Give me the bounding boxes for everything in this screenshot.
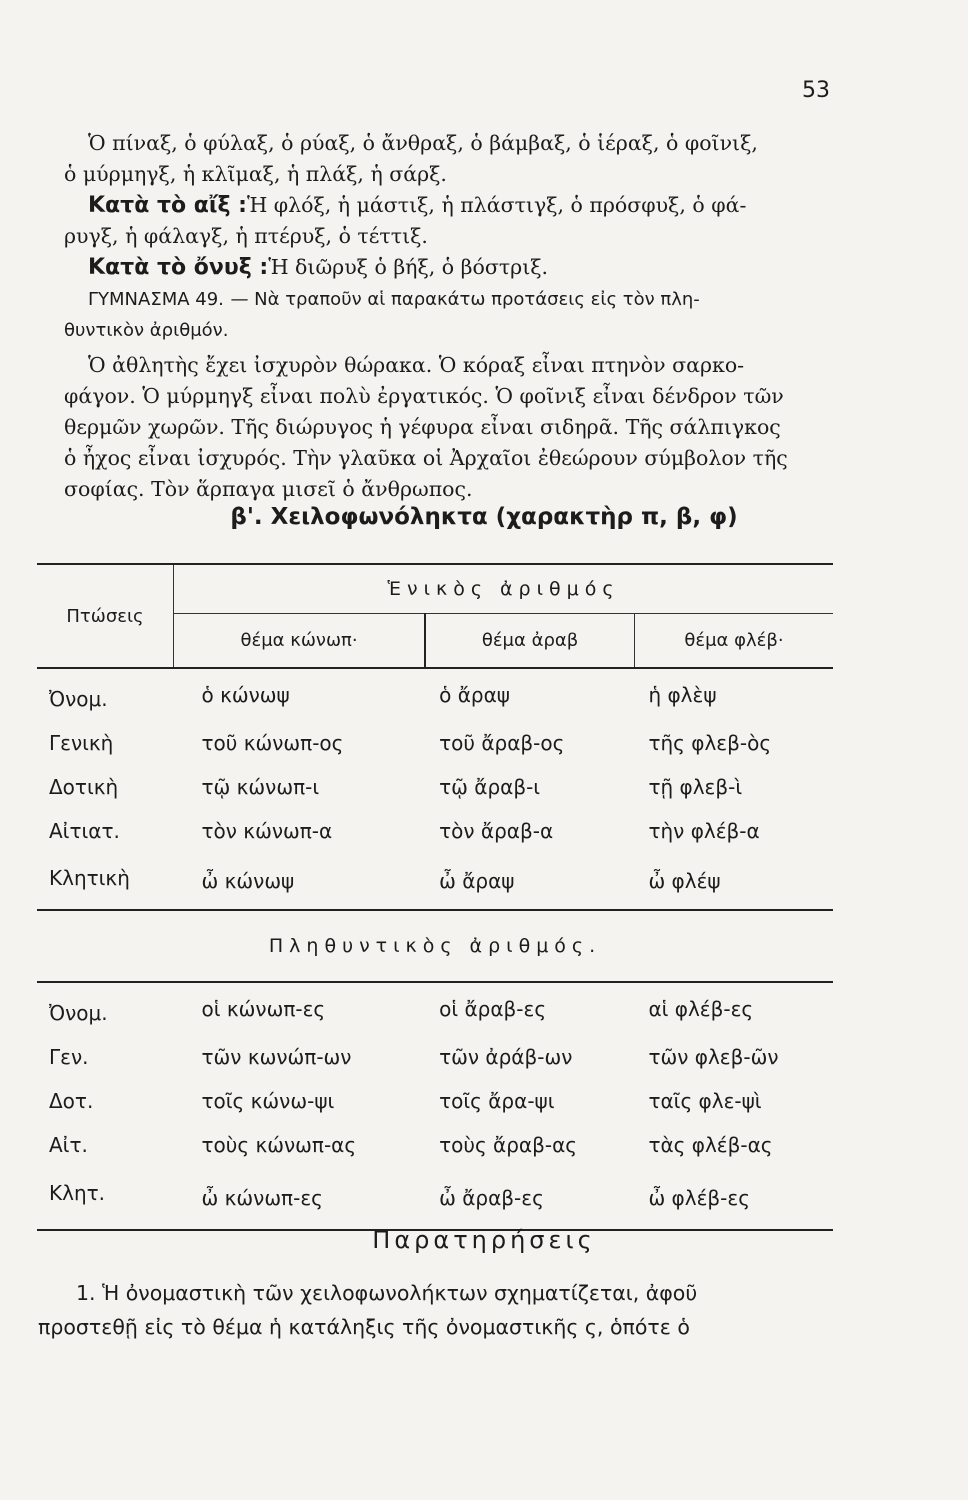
observation-line: 1. Ἡ ὀνομαστικὴ τῶν χειλοφωνολήκτων σχηματίζεται, ἀφοῦ [76, 1281, 698, 1305]
form-cell: ταῖς φλε-ψὶ [648, 1089, 762, 1113]
form-cell: ὦ ἄραψ [425, 853, 634, 910]
exercise-sentence-line: θερμῶν χωρῶν. Τῆς διώρυγος ἡ γέφυρα εἶναι σιδηρᾶ. Τῆς σάλπιγκος [64, 415, 781, 439]
singular-header: Ἑνικὸς ἀριθμός [174, 564, 834, 614]
case-label: Αἰτ. [49, 1133, 88, 1157]
case-label: Γενικὴ [49, 731, 114, 755]
form-cell: τῷ κώνωπ-ι [201, 775, 320, 799]
stem-header: θέμα κώνωπ· [240, 630, 358, 652]
case-label: Κλητικὴ [37, 853, 174, 910]
page-number: 53 [802, 78, 830, 103]
form-cell: ὦ ἄραβ-ες [425, 1167, 634, 1230]
case-label: Ὀνομ. [49, 687, 108, 711]
form-cell: τῶν ἀράβ-ων [439, 1045, 573, 1069]
form-cell: ὦ κώνωπ-ες [174, 1167, 426, 1230]
kata-ais-line [64, 190, 836, 221]
table-row [37, 809, 833, 853]
exercise-sentence-line: σοφίας. Τὸν ἅρπαγα μισεῖ ὁ ἄνθρωπος. [64, 477, 473, 501]
table-header-row [37, 564, 833, 614]
form-cell: τὰς φλέβ-ας [648, 1133, 773, 1157]
kata-ais-continuation: ρυγξ, ἡ φάλαγξ, ἡ πτέρυξ, ὁ τέττιξ. [64, 224, 428, 248]
form-cell: ἡ φλὲψ [648, 683, 717, 707]
form-cell: τοῖς κώνω-ψι [201, 1089, 335, 1113]
declension-table [37, 563, 833, 1231]
stem-header: θέμα φλέβ· [684, 630, 784, 652]
exercise-sentence-line: ὁ ἦχος εἶναι ἰσχυρός. Τὴν γλαῦκα οἱ Ἀρχαῖοι ἐθεώρουν σύμβολον τῆς [64, 446, 788, 470]
kata-onyx-line [64, 252, 836, 283]
kata-ais-text: Ἡ φλόξ, ἡ μάστιξ, ἡ πλάστιγξ, ὁ πρόσφυξ, ὁ φά- [246, 193, 747, 217]
table-row [37, 853, 833, 910]
cases-header: Πτώσεις [37, 564, 174, 667]
form-cell: τοὺς ἄραβ-ας [439, 1133, 578, 1157]
case-label: Γεν. [49, 1045, 89, 1069]
case-label: Κλητ. [37, 1167, 174, 1230]
form-cell: τὴν φλέβ-α [648, 819, 760, 843]
form-cell: τὸν ἄραβ-α [439, 819, 554, 843]
exercise-sentence-line: Ὁ ἀθλητὴς ἔχει ἰσχυρὸν θώρακα. Ὁ κόραξ εἶναι πτηνὸν σαρκο- [88, 353, 745, 377]
form-cell: ὦ φλέψ [634, 853, 833, 910]
form-cell: τὸν κώνωπ-α [201, 819, 333, 843]
plural-header-row [37, 910, 833, 982]
table-row [37, 668, 833, 721]
form-cell: τῶν φλεβ-ῶν [648, 1045, 779, 1069]
form-cell: ὦ φλέβ-ες [634, 1167, 833, 1230]
form-cell: τοῖς ἄρα-ψι [439, 1089, 555, 1113]
table-row [37, 1079, 833, 1123]
form-cell: ὦ κώνωψ [174, 853, 426, 910]
form-cell: τοὺς κώνωπ-ας [201, 1133, 357, 1157]
observations-text [38, 1276, 838, 1344]
table-row [37, 1035, 833, 1079]
form-cell: οἱ κώνωπ-ες [201, 997, 326, 1021]
case-label: Δοτικὴ [49, 775, 119, 799]
stem-header: θέμα ἀραβ [425, 614, 634, 667]
case-label: Ὀνομ. [49, 1001, 108, 1025]
exercise-label: ΓΥΜΝΑΣΜΑ 49. [88, 289, 224, 310]
observations-title: Παρατηρήσεις [372, 1226, 596, 1254]
table-row [37, 982, 833, 1035]
form-cell: τῆς φλεβ-ὸς [648, 731, 772, 755]
form-cell: τῷ ἄραβ-ι [439, 775, 541, 799]
exercise-continuation: θυντικὸν ἀριθμόν. [64, 320, 229, 341]
text-block [64, 128, 836, 505]
form-cell: τοῦ κώνωπ-ος [201, 731, 344, 755]
form-cell: ὁ ἄραψ [439, 683, 510, 707]
exercise-line [64, 283, 836, 315]
form-cell: τῇ φλεβ-ὶ [648, 775, 743, 799]
form-cell: τοῦ ἄραβ-ος [439, 731, 565, 755]
table-row [37, 1167, 833, 1230]
paragraph-line: ὁ μύρμηγξ, ἡ κλῖμαξ, ἡ πλάξ, ἡ σάρξ. [64, 162, 447, 186]
table-row [37, 765, 833, 809]
table-row [37, 1123, 833, 1167]
kata-onyx-label: Κατὰ τὸ ὄνυξ : [88, 255, 269, 280]
observation-line: προστεθῇ εἰς τὸ θέμα ἡ κατάληξις τῆς ὀνομαστικῆς ς, ὁπότε ὁ [38, 1315, 690, 1339]
paragraph-line: Ὁ πίναξ, ὁ φύλαξ, ὁ ρύαξ, ὁ ἄνθραξ, ὁ βάμβαξ, ὁ ἱέραξ, ὁ φοῖνιξ, [88, 131, 758, 155]
form-cell: ὁ κώνωψ [201, 683, 290, 707]
table-row [37, 721, 833, 765]
form-cell: τῶν κωνώπ-ων [201, 1045, 352, 1069]
section-heading: β'. Χειλοφωνόληκτα (χαρακτὴρ π, β, φ) [230, 504, 738, 530]
form-cell: οἱ ἄραβ-ες [439, 997, 547, 1021]
exercise-sentence-line: φάγον. Ὁ μύρμηγξ εἶναι πολὺ ἐργατικός. Ὁ φοῖνιξ εἶναι δένδρον τῶν [64, 384, 784, 408]
kata-ais-label: Κατὰ τὸ αἴξ : [88, 193, 247, 218]
kata-onyx-text: Ἡ διῶρυξ ὁ βήξ, ὁ βόστριξ. [268, 255, 549, 279]
case-label: Αἰτιατ. [49, 819, 120, 843]
exercise-text: — Νὰ τραποῦν αἱ παρακάτω προτάσεις εἰς τὸν πλη- [230, 289, 700, 310]
form-cell: αἱ φλέβ-ες [648, 997, 754, 1021]
case-label: Δοτ. [49, 1089, 94, 1113]
plural-header: Πληθυντικὸς ἀριθμός. [37, 910, 833, 982]
